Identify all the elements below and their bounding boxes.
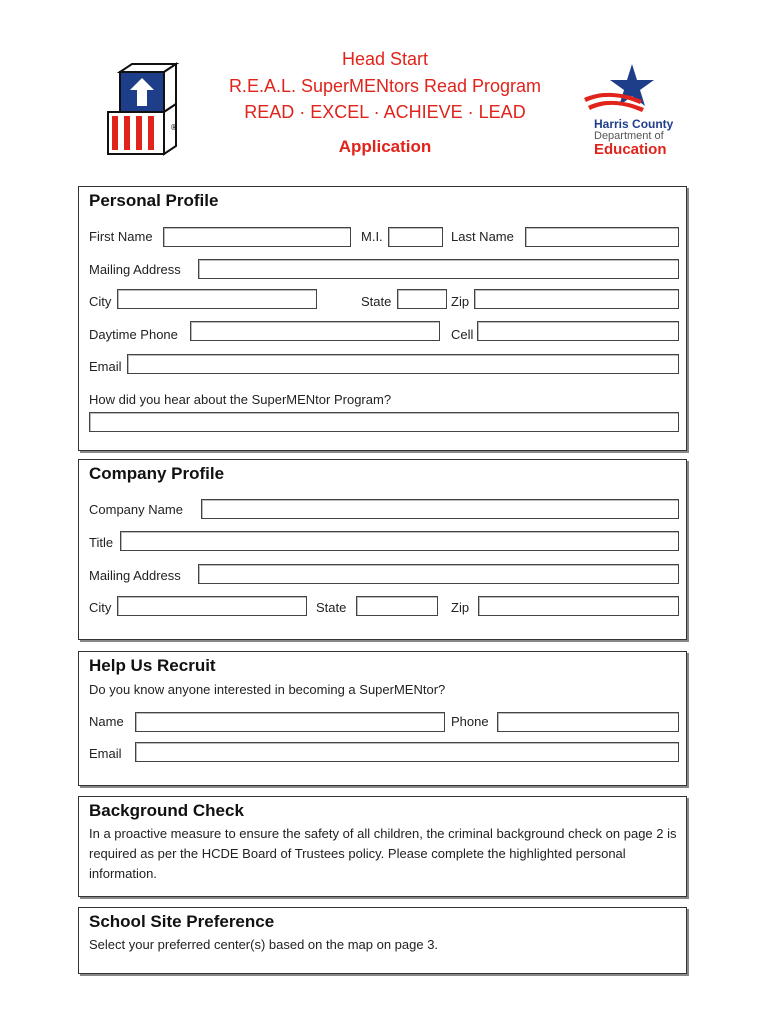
first-name-label: First Name bbox=[89, 229, 153, 244]
cell-label: Cell bbox=[451, 327, 474, 342]
mailing-address-field[interactable] bbox=[198, 259, 679, 279]
page-title: Application bbox=[338, 137, 432, 156]
header-line-3: READ · EXCEL · ACHIEVE · LEAD bbox=[244, 102, 526, 122]
company-city-field[interactable] bbox=[117, 596, 307, 616]
svg-text:®: ® bbox=[170, 123, 178, 132]
recruit-question: Do you know anyone interested in becoming a SuperMENtor? bbox=[89, 682, 446, 697]
company-zip-field[interactable] bbox=[478, 596, 679, 616]
company-zip-label: Zip bbox=[451, 600, 470, 615]
title-label: Title bbox=[89, 535, 114, 550]
state-label: State bbox=[361, 294, 392, 309]
company-name-field[interactable] bbox=[201, 499, 679, 519]
zip-label: Zip bbox=[451, 294, 470, 309]
zip-field[interactable] bbox=[474, 289, 679, 309]
how-did-you-hear-label: How did you hear about the SuperMENtor Program? bbox=[89, 392, 392, 407]
daytime-phone-field[interactable] bbox=[190, 321, 440, 341]
company-name-label: Company Name bbox=[89, 502, 183, 517]
company-mailing-address-field[interactable] bbox=[198, 564, 679, 584]
title-field[interactable] bbox=[120, 531, 679, 551]
help-recruit-section bbox=[78, 651, 687, 786]
referral-phone-field[interactable] bbox=[497, 712, 679, 732]
referral-phone-label: Phone bbox=[451, 714, 489, 729]
section-title: Company Profile bbox=[89, 464, 225, 483]
hcde-logo-line3: Education bbox=[594, 141, 667, 158]
mi-field[interactable] bbox=[388, 227, 443, 247]
how-did-you-hear-field[interactable] bbox=[89, 412, 679, 432]
city-field[interactable] bbox=[117, 289, 317, 309]
company-mailing-address-label: Mailing Address bbox=[89, 568, 181, 583]
company-city-label: City bbox=[89, 600, 112, 615]
referral-name-field[interactable] bbox=[135, 712, 445, 732]
section-title: Help Us Recruit bbox=[89, 656, 216, 675]
company-state-field[interactable] bbox=[356, 596, 438, 616]
email-field[interactable] bbox=[127, 354, 679, 374]
mi-label: M.I. bbox=[361, 229, 383, 244]
section-title: School Site Preference bbox=[89, 912, 275, 931]
email-label: Email bbox=[89, 359, 122, 374]
referral-name-label: Name bbox=[89, 714, 124, 729]
background-check-text: In a proactive measure to ensure the safety of all children, the criminal background check on page 2 is required as per the HCDE Board of Trustees policy. Please complete the highlighted personal information. bbox=[89, 826, 677, 881]
state-field[interactable] bbox=[397, 289, 447, 309]
background-check-section bbox=[78, 796, 687, 897]
school-site-section bbox=[78, 907, 687, 974]
last-name-field[interactable] bbox=[525, 227, 679, 247]
hcde-logo-line2: Department of bbox=[594, 130, 664, 142]
referral-email-field[interactable] bbox=[135, 742, 679, 762]
last-name-label: Last Name bbox=[451, 229, 514, 244]
hcde-logo bbox=[582, 62, 674, 118]
referral-email-label: Email bbox=[89, 746, 122, 761]
header-line-2: R.E.A.L. SuperMENtors Read Program bbox=[228, 76, 542, 96]
daytime-phone-label: Daytime Phone bbox=[89, 327, 178, 342]
hcde-logo-line1: Harris County bbox=[594, 117, 674, 131]
personal-profile-section bbox=[78, 186, 687, 451]
section-title: Background Check bbox=[89, 801, 244, 820]
header-line-1: Head Start bbox=[341, 49, 429, 69]
city-label: City bbox=[89, 294, 112, 309]
mailing-address-label: Mailing Address bbox=[89, 262, 181, 277]
company-state-label: State bbox=[316, 600, 347, 615]
school-site-text: Select your preferred center(s) based on the map on page 3. bbox=[89, 937, 439, 952]
company-profile-section bbox=[78, 459, 687, 640]
section-title: Personal Profile bbox=[89, 191, 219, 210]
first-name-field[interactable] bbox=[163, 227, 351, 247]
cell-field[interactable] bbox=[477, 321, 679, 341]
